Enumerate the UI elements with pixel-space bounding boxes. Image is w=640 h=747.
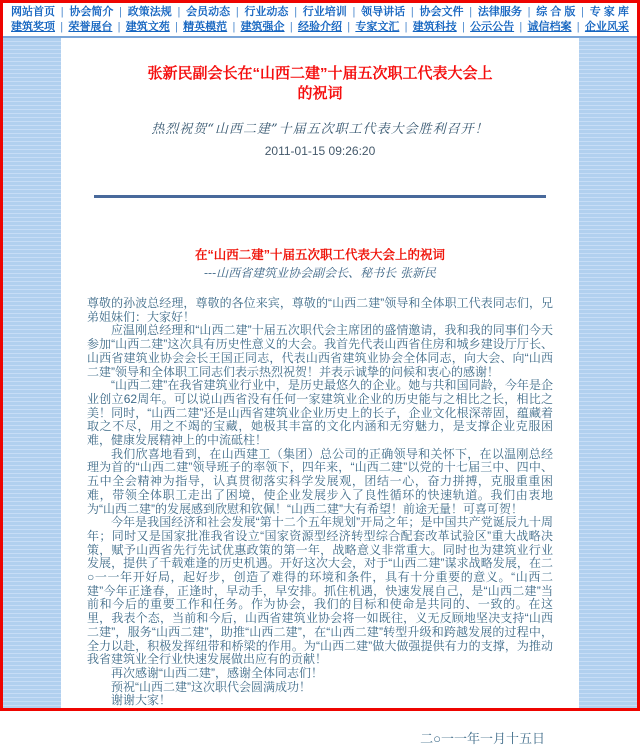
- pipe-separator: |: [404, 21, 408, 33]
- nav-row-1: [11, 6, 629, 19]
- nav-link-r2-0[interactable]: 建筑奖项: [11, 21, 55, 33]
- left-striped-background: [3, 38, 61, 708]
- nav-link-r2-4[interactable]: 建筑强企: [240, 21, 285, 33]
- speech-byline: ---山西省建筑业协会副会长、秘书长 张新民: [204, 266, 436, 280]
- nav-link-r1-10[interactable]: 专 家 库: [589, 6, 629, 18]
- paragraph: 今年是我国经济和社会发展“第十二个五年规划”开局之年；是中国共产党诞辰九十周年；同时又是国家批准我省设立“国家资源型经济转型综合配套改革试验区”重大战略决策，赋予山西省先行先试优惠政策的第一年，战略意义非常重大。同时也为建筑业行业发展，提供了千载难逢的历史机遇。开好这次大会，对于“山西二建”谋求战略发展，在二○一一年开好局，起好步，创造了难得的环境和条件，具有十分重要的意义。“山西二建”今年正逢春，正逢时，早动手，早安排。抓住机遇，快速发展自己，是“山西二建”当前和今后的重要工作和任务。作为协会，我们的目标和使命是共同的、一致的。在这里，我表个态，当前和今后，山西省建筑业协会将一如既往，义无反顾地坚决支持“山西二建”，服务“山西二建”，助推“山西二建”，在“山西二建”转型升级和跨越发展的过程中，全力以赴，积极发挥纽带和桥梁的作用。为“山西二建”做大做强提供有力的支撑，为推动我省建筑业全行业快速发展做出应有的贡献！: [87, 515, 553, 667]
- main-area: [3, 38, 637, 747]
- nav-link-r1-7[interactable]: 协会文件: [419, 6, 464, 18]
- nav-link-r1-6[interactable]: 领导讲话: [361, 6, 406, 18]
- pipe-separator: |: [117, 21, 121, 33]
- pipe-separator: |: [581, 6, 584, 18]
- nav-link-r2-5[interactable]: 经验介绍: [297, 21, 342, 33]
- nav-link-r1-3[interactable]: 会员动态: [186, 6, 231, 18]
- pipe-separator: |: [462, 21, 465, 33]
- paragraph: 应温刚总经理和“山西二建”十届五次职代会主席团的盛情邀请，我和我的同事们今天参加“山西二建”这次具有历史性意义的大会。我首先代表山西省住房和城乡建设厅厅长、山西省建筑业协会会长王国正同志，代表山西省建筑业协会全体同志，向大会、向“山西二建”领导和全体职工同志们表示热烈祝贺！并表示诚挚的问候和衷心的感谢！: [87, 323, 553, 379]
- congrats-subtitle: 热烈祝贺“山西二建”十届五次职工代表大会胜利召开！: [151, 122, 489, 137]
- pipe-separator: |: [469, 6, 473, 18]
- pipe-separator: |: [235, 6, 239, 18]
- nav-link-r2-6[interactable]: 专家文汇: [355, 21, 400, 33]
- speech-title: 在“山西二建”十届五次职工代表大会上的祝词: [194, 248, 445, 262]
- nav-link-r1-8[interactable]: 法律服务: [477, 6, 522, 18]
- pipe-separator: |: [347, 21, 351, 33]
- nav-link-r1-5[interactable]: 行业培训: [302, 6, 347, 18]
- nav-link-r2-7[interactable]: 建筑科技: [412, 21, 457, 33]
- title-divider-line: [94, 195, 546, 198]
- nav-link-r2-3[interactable]: 精英模范: [183, 21, 228, 33]
- pipe-separator: |: [527, 6, 531, 18]
- nav-link-r1-1[interactable]: 协会简介: [69, 6, 114, 18]
- page-title: 张新民副会长在“山西二建”十届五次职工代表大会上的祝词: [147, 65, 493, 102]
- pipe-separator: |: [175, 21, 178, 33]
- nav-link-r2-9[interactable]: 诚信档案: [527, 21, 572, 33]
- publish-datetime: 2011-01-15 09:26:20: [264, 144, 376, 158]
- article-panel: [61, 38, 579, 747]
- nav-link-r2-10[interactable]: 企业风采: [584, 21, 629, 33]
- pipe-separator: |: [119, 6, 122, 18]
- nav-link-r2-1[interactable]: 荣誉展台: [68, 21, 113, 33]
- paragraph-closing: 谢谢大家！: [111, 693, 172, 708]
- nav-link-r1-2[interactable]: 政策法规: [127, 6, 172, 18]
- right-striped-background: [579, 38, 637, 708]
- paragraph: 我们欣喜地看到，在山西建工（集团）总公司的正确领导和关怀下，在以温刚总经理为首的“山西二建”领导班子的率领下，四年来，“山西二建”以党的十七届三中、四中、五中全会精神为指导，认真贯彻落实科学发展观，团结一心，奋力拼搏，克服重重困难，带领全体职工走出了困境，使企业发展步入了良性循环的快速轨道。我们由衷地为“山西二建”的发展感到欣慰和钦佩！“山西二建”大有希望！前途无量！可喜可贺！: [87, 446, 553, 516]
- speech-body: [87, 297, 553, 708]
- pipe-separator: |: [576, 21, 580, 33]
- paragraph-thanks: 再次感谢“山西二建”，感谢全体同志们！: [111, 665, 323, 680]
- nav-link-r1-0[interactable]: 网站首页: [11, 6, 55, 18]
- pipe-separator: |: [294, 6, 298, 18]
- pipe-separator: |: [352, 6, 356, 18]
- paragraph-greeting: 尊敬的孙波总经理，尊敬的各位来宾，尊敬的“山西二建”领导和全体职工代表同志们，兄弟姐妹们：大家好！: [87, 296, 553, 324]
- pipe-separator: |: [60, 6, 64, 18]
- top-nav: [3, 3, 637, 36]
- pipe-separator: |: [410, 6, 414, 18]
- pipe-separator: |: [289, 21, 293, 33]
- pipe-separator: |: [60, 21, 64, 33]
- nav-link-r1-4[interactable]: 行业动态: [244, 6, 289, 18]
- nav-row-2: [11, 21, 629, 34]
- paragraph: “山西二建”在我省建筑业行业中，是历史最悠久的企业。她与共和国同龄，今年是企业创立62周年。可以说山西省没有任何一家建筑业企业的历史能与之相比之长，相比之美！同时，“山西二建”还是山西省建筑业企业历史上的长子，企业文化根深蒂固，蕴藏着取之不尽，用之不竭的宝藏，她极其丰富的文化内涵和无穷魅力，是支撑企业克服困难，健康发展精神上的中流砥柱！: [87, 378, 553, 448]
- pipe-separator: |: [177, 6, 181, 18]
- nav-link-r1-9[interactable]: 综 合 版: [536, 6, 576, 18]
- signature-date: 二○一一年一月十五日: [420, 731, 545, 747]
- pipe-separator: |: [519, 21, 523, 33]
- nav-link-r2-8[interactable]: 公示公告: [470, 21, 515, 33]
- paragraph-wish: 预祝“山西二建”这次职代会圆满成功！: [111, 679, 311, 694]
- nav-link-r2-2[interactable]: 建筑文苑: [125, 21, 170, 33]
- pipe-separator: |: [232, 21, 236, 33]
